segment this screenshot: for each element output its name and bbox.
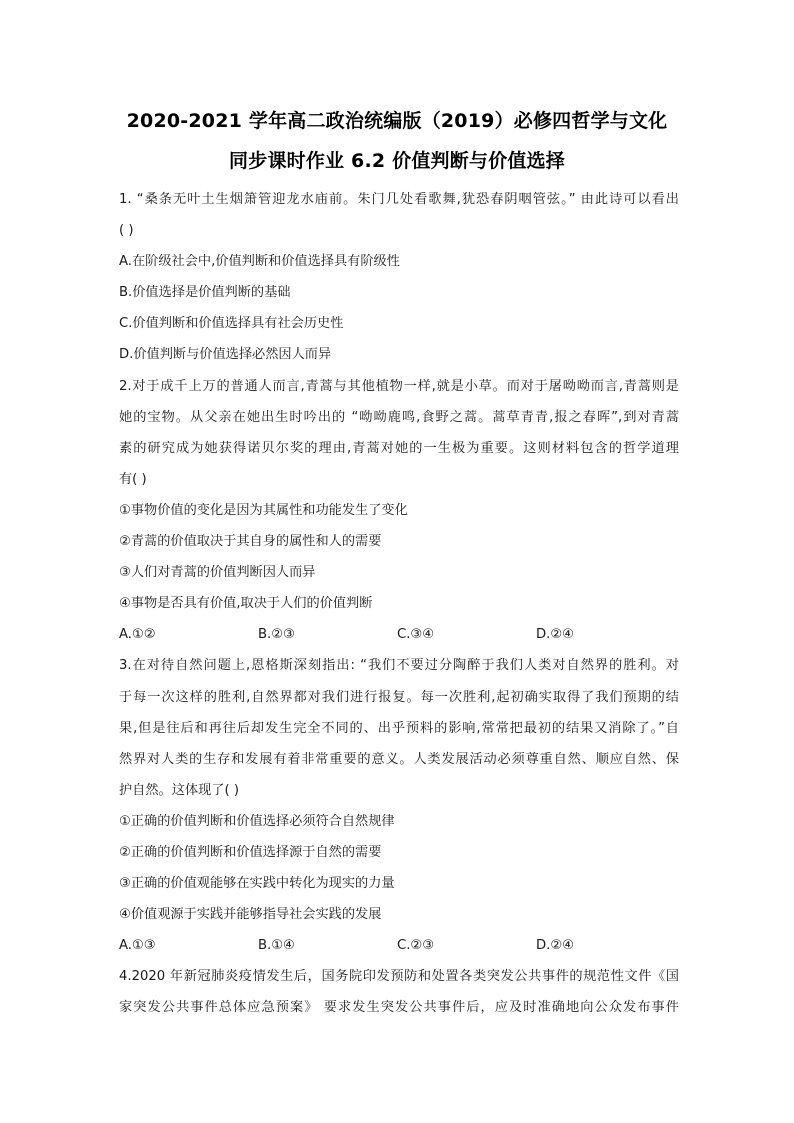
question-2 <box>119 371 679 651</box>
question-stem-line: 素的研究成为她获得诺贝尔奖的理由,青蒿对她的一生极为重要。这则材料包含的哲学道理 <box>119 440 679 456</box>
choice-line: B.价值选择是价值判断的基础 <box>119 285 291 301</box>
question-list <box>119 184 679 1024</box>
question-stem-line: 然界对人类的生存和发展有着非常重要的意义。人类发展活动必须尊重自然、顺应自然、保 <box>119 751 679 767</box>
document-title-line-2: 同步课时作业 6.2 价值判断与价值选择 <box>229 150 565 172</box>
option-a: A.①③ <box>119 938 156 954</box>
question-stem-line: 有( ) <box>119 471 147 487</box>
statement-line: ④价值观源于实践并能够指导社会实践的发展 <box>119 907 382 923</box>
option-c: C.②③ <box>397 938 435 954</box>
question-stem-line: 护自然。这体现了( ) <box>119 782 239 798</box>
option-a: A.①② <box>119 627 156 643</box>
statement-line: ③人们对青蒿的价值判断因人而异 <box>119 565 316 581</box>
question-stem-line: ( ) <box>119 223 134 239</box>
question-stem-line: 4.2020 年新冠肺炎疫情发生后，国务院印发预防和处置各类突发公共事件的规范性文件《国 <box>119 969 679 985</box>
statement-line: ①事物价值的变化是因为其属性和功能发生了变化 <box>119 502 408 518</box>
question-3 <box>119 650 679 961</box>
document-title-line-1: 2020-2021 学年高二政治统编版（2019）必修四哲学与文化 <box>126 110 668 132</box>
question-1 <box>119 184 679 371</box>
question-4 <box>119 961 679 1023</box>
statement-line: ②正确的价值判断和价值选择源于自然的需要 <box>119 844 382 860</box>
statement-line: ②青蒿的价值取决于其自身的属性和人的需要 <box>119 534 382 550</box>
option-d: D.②④ <box>536 627 574 643</box>
choice-line: A.在阶级社会中,价值判断和价值选择具有阶级性 <box>119 254 400 270</box>
option-row <box>119 930 679 961</box>
question-stem-line: 2.对于成千上万的普通人而言,青蒿与其他植物一样,就是小草。而对于屠呦呦而言,青蒿则是 <box>119 378 679 394</box>
question-stem-line: 她的宝物。从父亲在她出生时吟出的 “呦呦鹿鸣,食野之蒿。蒿草青青,报之春晖”,到对青蒿 <box>119 409 679 425</box>
choice-line: C.价值判断和价值选择具有社会历史性 <box>119 316 344 332</box>
option-b: B.①④ <box>258 938 295 954</box>
choice-line: D.价值判断与价值选择必然因人而异 <box>119 347 332 363</box>
statement-line: ④事物是否具有价值,取决于人们的价值判断 <box>119 596 373 612</box>
statement-line: ③正确的价值观能够在实践中转化为现实的力量 <box>119 876 395 892</box>
question-stem-line: 果,但是往后和再往后却发生完全不同的、出乎预料的影响,常常把最初的结果又消除了。”自 <box>119 720 679 736</box>
option-c: C.③④ <box>397 627 435 643</box>
option-b: B.②③ <box>258 627 295 643</box>
question-stem-line: 3.在对待自然问题上,恩格斯深刻指出: “我们不要过分陶醉于我们人类对自然界的胜利。对 <box>119 658 679 674</box>
statement-line: ①正确的价值判断和价值选择必须符合自然规律 <box>119 813 395 829</box>
question-stem-line: 于每一次这样的胜利,自然界都对我们进行报复。每一次胜利,起初确实取得了我们预期的结 <box>119 689 679 705</box>
option-row <box>119 619 679 650</box>
question-stem-line: 家突发公共事件总体应急预案》 要求发生突发公共事件后，应及时准确地向公众发布事件 <box>119 1000 679 1016</box>
question-stem-line: 1. “桑条无叶土生烟箫管迎龙水庙前。朱门几处看歌舞,犹恐春阴咽管弦。” 由此诗可以看出 <box>119 192 679 207</box>
option-d: D.②④ <box>536 938 574 954</box>
